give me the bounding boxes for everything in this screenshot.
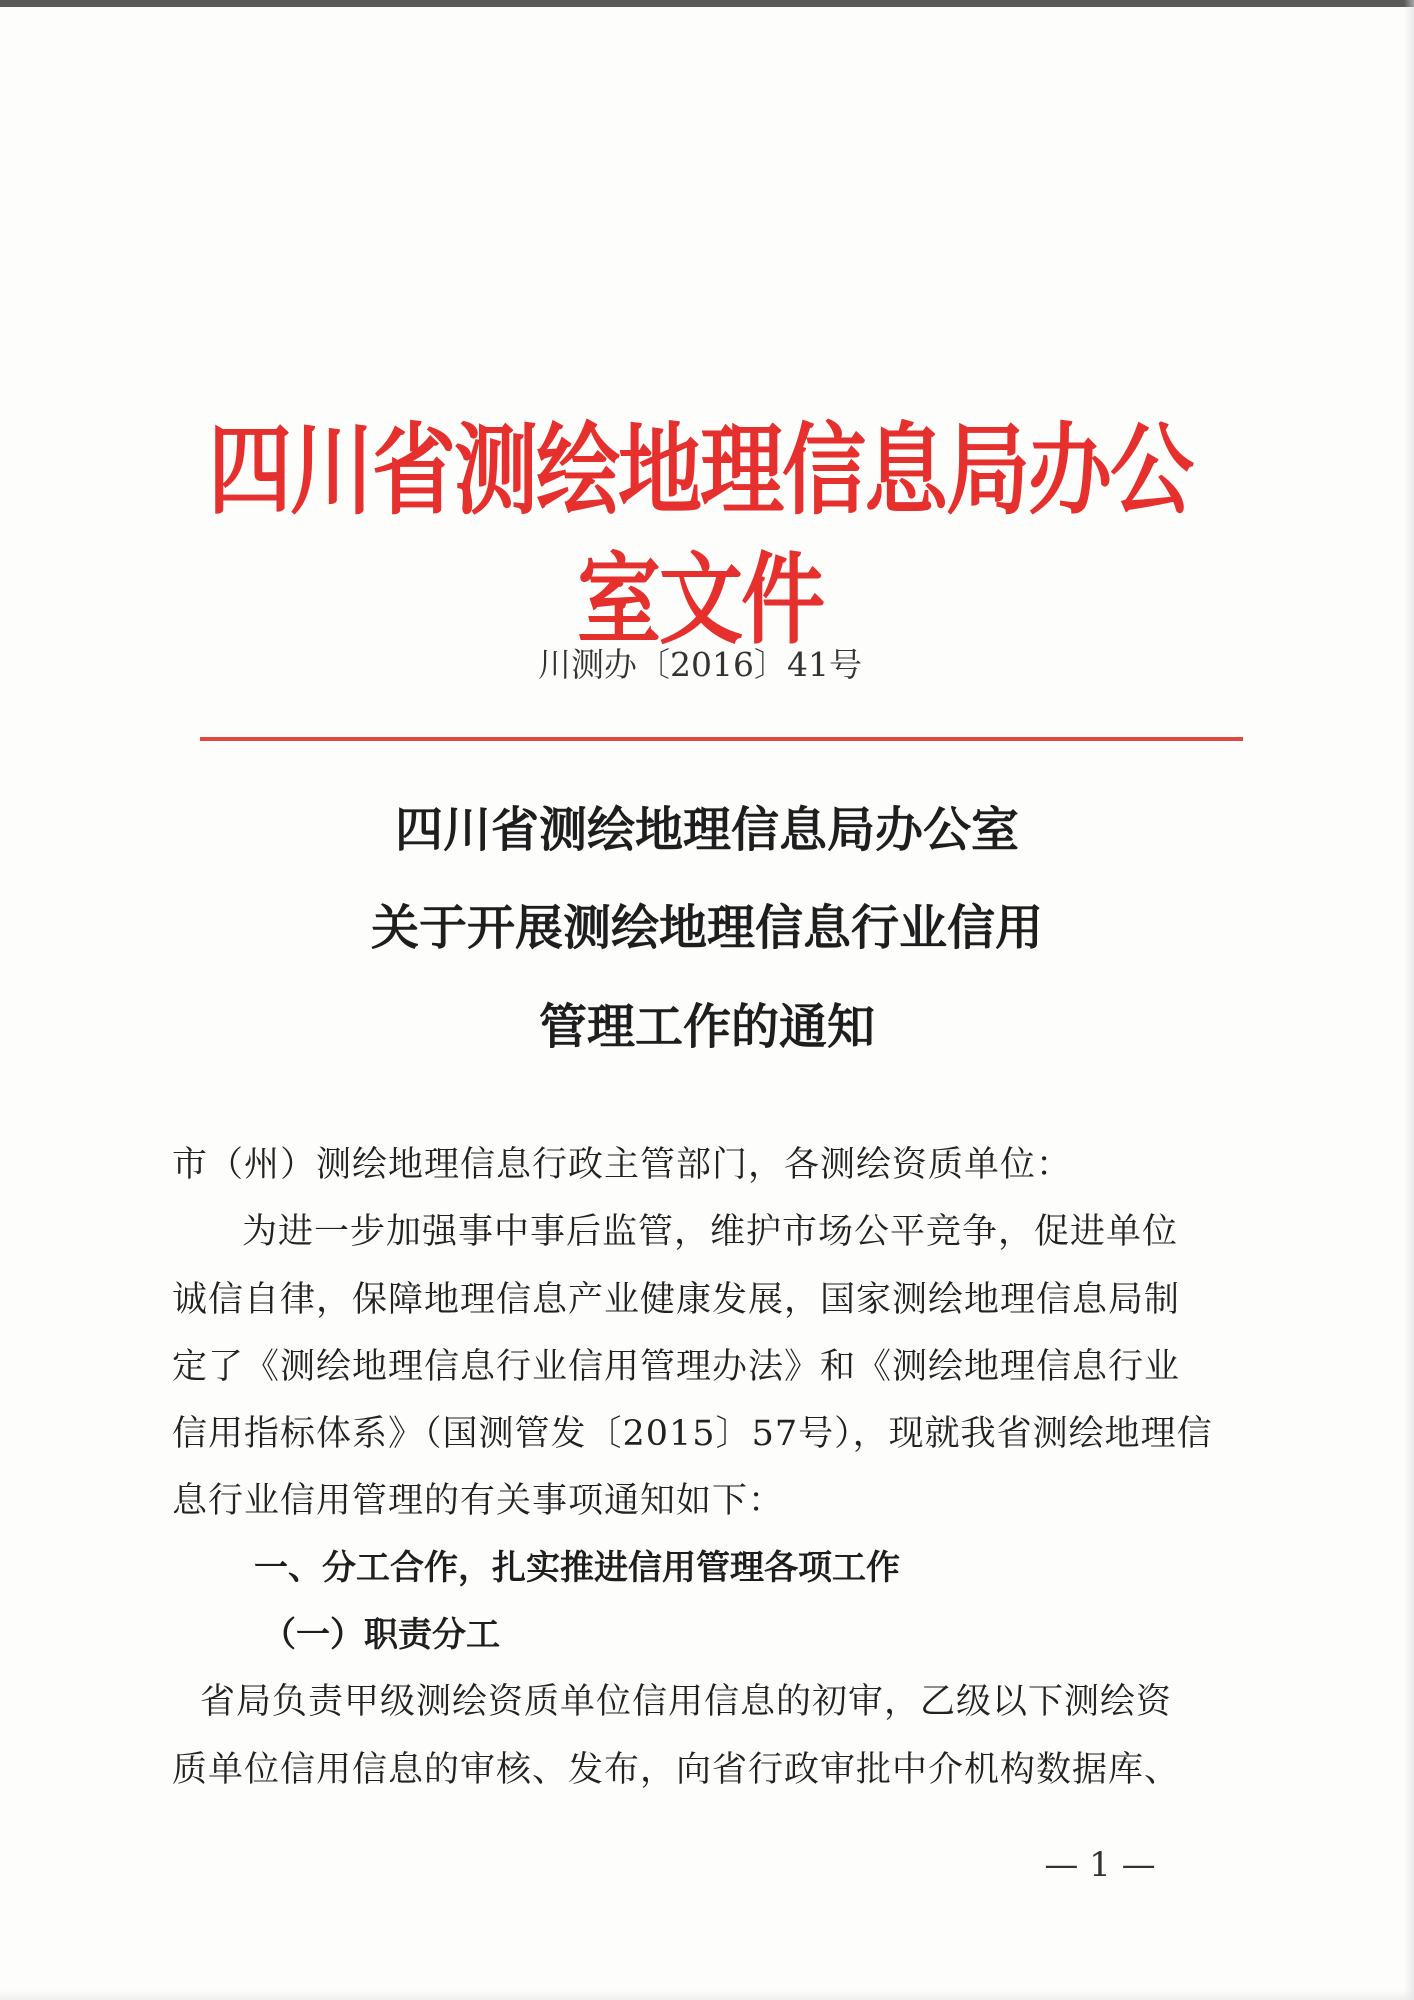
scan-right-edge — [1404, 0, 1414, 2000]
addressee-line: 市（州）测绘地理信息行政主管部门，各测绘资质单位： — [172, 1145, 1073, 1185]
paragraph-2-line-2: 质单位信用信息的审核、发布，向省行政审批中介机构数据库、 — [172, 1750, 1181, 1790]
document-title-line-2: 关于开展测绘地理信息行业信用 — [370, 900, 1043, 956]
document-number: 川测办〔2016〕41号 — [538, 645, 862, 684]
document-title-line-1: 四川省测绘地理信息局办公室 — [394, 802, 1019, 858]
section-1-heading: 一、分工合作，扎实推进信用管理各项工作 — [254, 1548, 900, 1588]
red-divider-line — [200, 737, 1243, 741]
document-masthead: 四川省测绘地理信息局办公室文件 — [207, 411, 1192, 658]
scan-top-edge — [0, 0, 1414, 7]
paragraph-1-line-2: 诚信自律，保障地理信息产业健康发展，国家测绘地理信息局制 — [172, 1280, 1181, 1320]
scan-bottom-edge — [0, 1990, 1414, 2000]
paragraph-1-line-5: 息行业信用管理的有关事项通知如下： — [172, 1481, 785, 1521]
paragraph-1-line-1: 为进一步加强事中事后监管，维护市场公平竞争，促进单位 — [242, 1212, 1179, 1252]
page-number: — 1 — — [1044, 1845, 1156, 1885]
paragraph-2-line-1: 省局负责甲级测绘资质单位信用信息的初审，乙级以下测绘资 — [200, 1682, 1173, 1722]
paragraph-1-line-3: 定了《测绘地理信息行业信用管理办法》和《测绘地理信息行业 — [172, 1347, 1181, 1387]
subsection-1-heading: （一）职责分工 — [262, 1615, 500, 1655]
paragraph-1-line-4: 信用指标体系》（国测管发〔2015〕57号），现就我省测绘地理信 — [172, 1414, 1213, 1454]
document-title-line-3: 管理工作的通知 — [538, 999, 875, 1055]
